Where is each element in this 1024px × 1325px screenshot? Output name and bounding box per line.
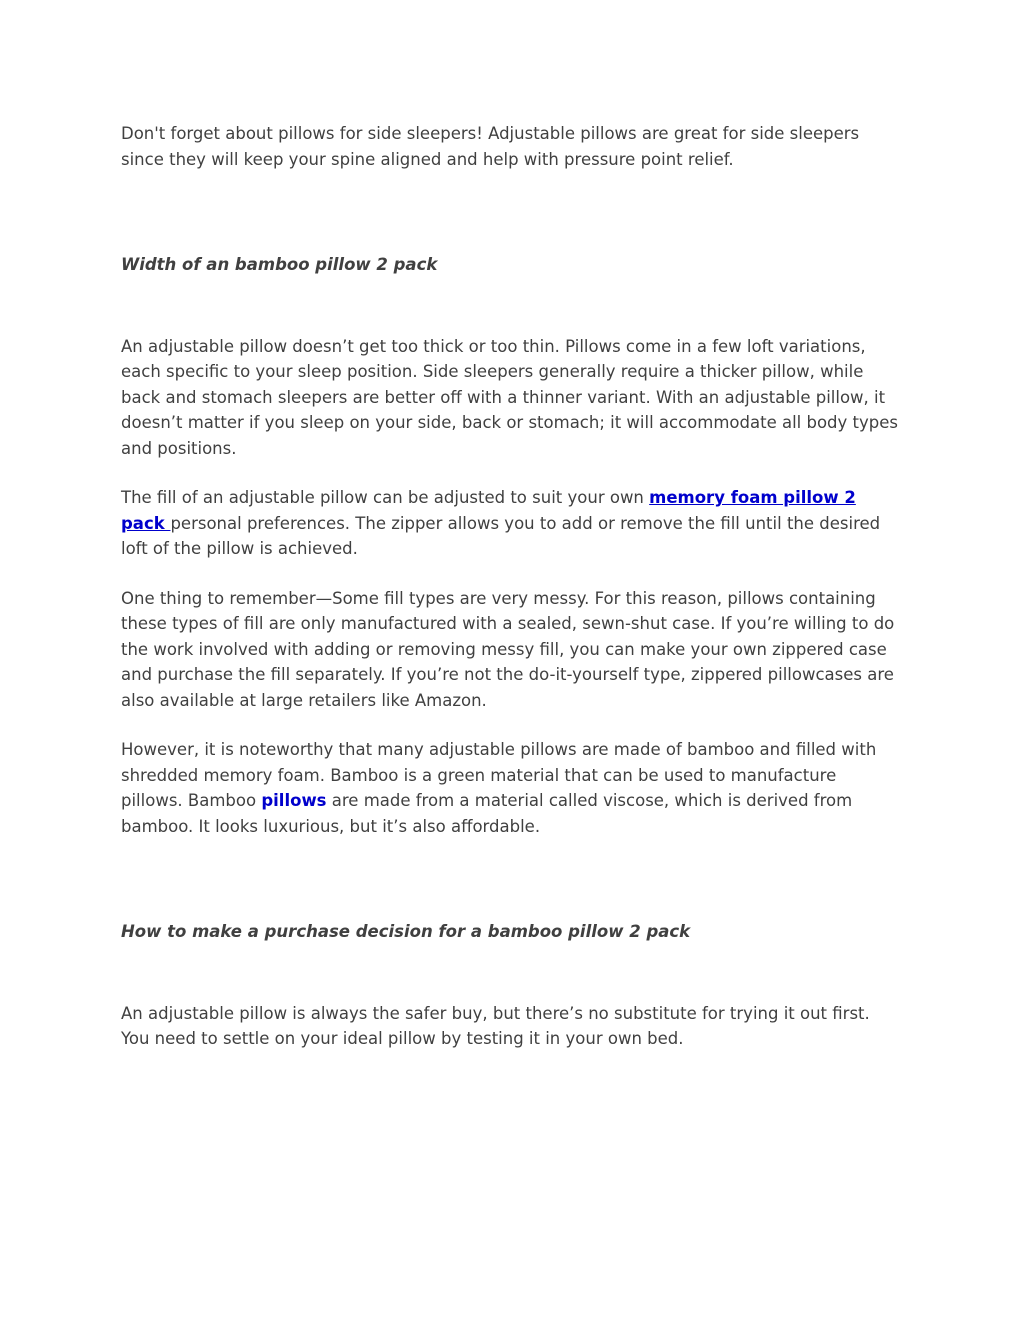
fill-paragraph-text-end: personal preferences. The zipper allows you to add or remove the fill until the desired loft of the pillow is achieved. [121,513,881,558]
bamboo-paragraph-text-start: However, it is noteworthy that many adjustable pillows are made of bamboo and filled with shredded memory foam. Bamboo is a green material that can be used to manufacture pillows. Bamboo [121,740,877,810]
memory-foam-pillow-link[interactable]: memory foam pillow 2 pack [121,488,856,533]
fill-paragraph-text-start: The fill of an adjustable pillow can be adjusted to suit your own [121,488,650,507]
intro-paragraph: Don't forget about pillows for side sleepers! Adjustable pillows are great for side sleepers since they will keep your spine aligned and help with pressure point relief. [121,124,860,169]
section-heading-width: Width of an bamboo pillow 2 pack [121,255,438,274]
bamboo-paragraph [121,737,903,839]
adjustable-loft-paragraph: An adjustable pillow doesn’t get too thick or too thin. Pillows come in a few loft variations, each specific to your sleep position. Side sleepers generally require a thicker pillow, while back and stomach sleepers are better off with a thinner variant. With an adjustable pillow, it doesn’t matter if you sleep on your side, back or stomach; it will accommodate all body types and positions. [121,336,898,458]
pillows-link[interactable]: pillows [261,791,327,810]
bamboo-paragraph-text-end: are made from a material called viscose, which is derived from bamboo. It looks luxurious, but it’s also affordable. [121,791,853,836]
messy-fill-paragraph: One thing to remember—Some fill types are very messy. For this reason, pillows containing these types of fill are only manufactured with a sealed, sewn-shut case. If you’re willing to do the work involved with adding or removing messy fill, you can make your own zippered case and purchase the fill separately. If you’re not the do-it-yourself type, zippered pillowcases are also available at large retailers like Amazon. [121,588,895,710]
purchase-paragraph: An adjustable pillow is always the safer buy, but there’s no substitute for trying it out first. You need to settle on your ideal pillow by testing it in your own bed. [121,1003,870,1048]
section-heading-purchase: How to make a purchase decision for a bamboo pillow 2 pack [121,922,691,941]
document-body [121,121,903,1076]
fill-paragraph [121,485,903,562]
